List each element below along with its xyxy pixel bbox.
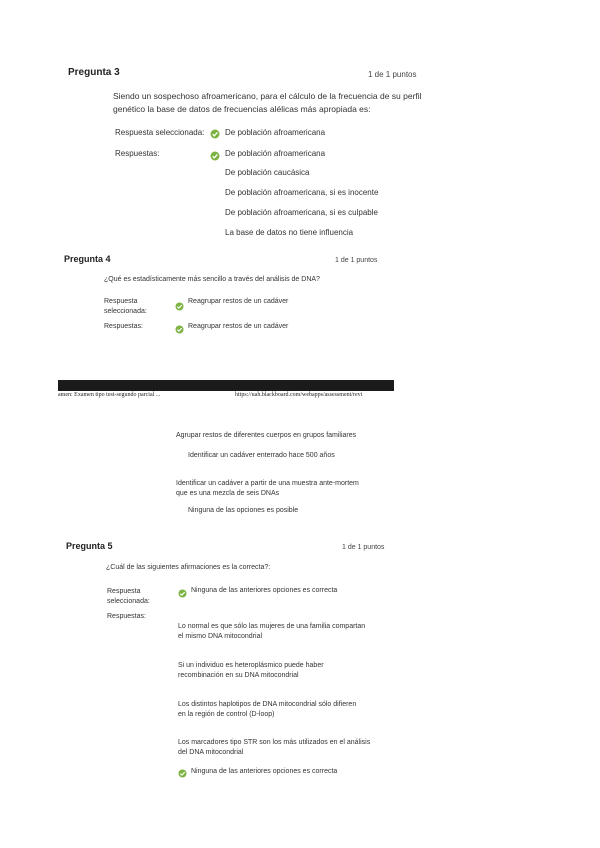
q4-selected-label-line2: seleccionada:: [104, 308, 147, 315]
q3-answer-2: De población caucásica: [225, 168, 310, 177]
q5-answer-5: Ninguna de las anteriores opciones es correcta: [191, 768, 338, 775]
check-icon: [178, 769, 187, 778]
q3-selected-answer: De población afroamericana: [225, 128, 326, 137]
q5-selected-label-line1: Respuesta: [107, 588, 141, 595]
q4-selected-answer: Reagrupar restos de un cadáver: [188, 298, 289, 305]
q3-question-line2: genético la base de datos de frecuencias alélicas más apropiada es:: [113, 104, 371, 114]
q4-question: ¿Qué es estadísticamente más sencillo a través del análisis de DNA?: [104, 276, 320, 283]
q5-answer-1-line2: el mismo DNA mitocondrial: [178, 633, 263, 640]
q5-answer-1-line1: Lo normal es que sólo las mujeres de una familia compartan: [178, 623, 366, 630]
q5-question: ¿Cuál de las siguientes afirmaciones es la correcta?:: [106, 564, 271, 571]
page-break-bar: [58, 380, 394, 391]
q4-answer-4-line2: que es una mezcla de seis DNAs: [176, 490, 280, 497]
q4-answer-4-line1: Identificar un cadáver a partir de una muestra ante-mortem: [176, 480, 359, 487]
q5-answer-3-line2: en la región de control (D-loop): [178, 711, 275, 718]
q4-answers-label: Respuestas:: [104, 323, 143, 330]
check-icon: [178, 589, 187, 598]
footer-url: https://uah.blackboard.com/webapps/assessment/revi: [235, 392, 363, 398]
q4-answer-3: Identificar un cadáver enterrado hace 500 años: [188, 452, 335, 459]
q3-answer-1: De población afroamericana: [225, 149, 326, 158]
q5-title: Pregunta 5: [66, 541, 113, 551]
q4-answer-4: [176, 479, 359, 499]
q5-answer-4: [178, 738, 370, 758]
q4-answer-1: Reagrupar restos de un cadáver: [188, 323, 289, 330]
check-icon: [210, 129, 220, 139]
q3-answer-4: De población afroamericana, si es culpable: [225, 208, 378, 217]
q5-selected-label-line2: seleccionada:: [107, 598, 150, 605]
q4-selected-label: [104, 297, 147, 317]
q5-answer-1: [178, 622, 365, 642]
q4-answer-2: Agrupar restos de diferentes cuerpos en grupos familiares: [176, 432, 357, 439]
q4-title: Pregunta 4: [64, 254, 111, 264]
q5-answer-4-line1: Los marcadores tipo STR son los más utilizados en el análisis: [178, 739, 371, 746]
check-icon: [210, 151, 220, 161]
q3-question: [113, 90, 422, 116]
footer-title: amen: Examen tipo test-segundo parcial ...: [58, 392, 161, 398]
q3-score: 1 de 1 puntos: [368, 70, 417, 79]
q5-answer-3: [178, 700, 356, 720]
q5-answer-2-line1: Si un individuo es heteroplásmico puede haber: [178, 662, 324, 669]
check-icon: [175, 302, 184, 311]
q5-score: 1 de 1 puntos: [342, 544, 385, 551]
q3-answer-3: De población afroamericana, si es inocente: [225, 188, 379, 197]
q3-selected-label: Respuesta seleccionada:: [115, 128, 205, 137]
q5-answer-2: [178, 661, 324, 681]
q4-answer-5: Ninguna de las opciones es posible: [188, 507, 299, 514]
q5-answer-3-line1: Los distintos haplotipos de DNA mitocondrial sólo difieren: [178, 701, 357, 708]
q5-answers-label: Respuestas:: [107, 613, 146, 620]
q3-question-line1: Siendo un sospechoso afroamericano, para el cálculo de la frecuencia de su perfil: [113, 91, 422, 101]
q5-selected-answer: Ninguna de las anteriores opciones es correcta: [191, 587, 338, 594]
q4-selected-label-line1: Respuesta: [104, 298, 138, 305]
q3-title: Pregunta 3: [68, 67, 120, 78]
q3-answers-label: Respuestas:: [115, 149, 160, 158]
q4-score: 1 de 1 puntos: [335, 257, 378, 264]
q3-answer-5: La base de datos no tiene influencia: [225, 228, 354, 237]
check-icon: [175, 325, 184, 334]
q5-answer-2-line2: recombinación en su DNA mitocondrial: [178, 672, 299, 679]
q5-selected-label: [107, 587, 150, 607]
q5-answer-4-line2: del DNA mitocondrial: [178, 749, 244, 756]
